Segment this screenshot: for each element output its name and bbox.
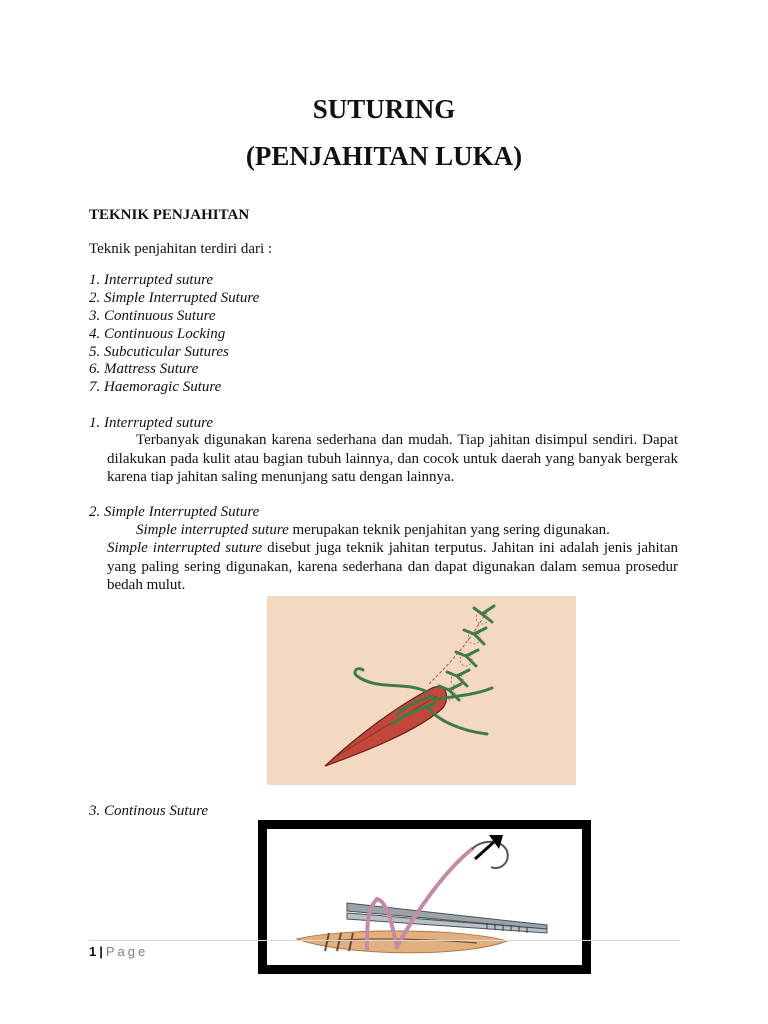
footer-separator: | xyxy=(99,944,103,959)
section-1-heading: 1. Interrupted suture xyxy=(89,415,214,431)
suture-drawing xyxy=(267,596,576,785)
interrupted-suture-illustration xyxy=(267,596,576,785)
section-2-term-2: Simple interrupted suture xyxy=(107,540,263,556)
list-item: 4. Continuous Locking xyxy=(89,326,226,342)
intro-text: Teknik penjahitan terdiri dari : xyxy=(89,241,273,257)
section-2-body-text: disebut juga teknik jahitan terputus. Jahitan ini adalah jenis jahitan yang paling sering digunakan, karena sederhana dan dapat digunakan dalam semua prosedur bedah mulut. xyxy=(107,540,679,593)
section-1-body xyxy=(107,431,678,487)
continuous-suture-drawing xyxy=(267,829,582,965)
continuous-suture-frame xyxy=(267,829,582,965)
page-label: Page xyxy=(105,944,149,959)
list-item: 3. Continuous Suture xyxy=(89,308,216,324)
document-subtitle: (PENJAHITAN LUKA) xyxy=(245,141,523,171)
list-item: 2. Simple Interrupted Suture xyxy=(89,290,260,306)
section-1-text: Terbanyak digunakan karena sederhana dan mudah. Tiap jahitan disimpul sendiri. Dapat dilakukan pada kulit atau bagian tubuh lainnya, dan cocok untuk daerah yang banyak bergerak karena tiap jahitan saling menunjang satu dengan lainnya. xyxy=(107,432,678,485)
section-2-heading: 2. Simple Interrupted Suture xyxy=(89,504,260,520)
section-heading: TEKNIK PENJAHITAN xyxy=(89,207,250,223)
list-item: 1. Interrupted suture xyxy=(89,272,214,288)
document-title: SUTURING xyxy=(312,94,456,124)
section-2-line1 xyxy=(107,521,678,540)
list-item: 6. Mattress Suture xyxy=(89,361,199,377)
continuous-suture-illustration xyxy=(258,820,591,974)
section-2-term: Simple interrupted suture xyxy=(136,522,289,538)
page-number: 1 xyxy=(89,944,97,959)
footer-divider xyxy=(89,940,680,941)
section-2-body xyxy=(107,539,678,595)
list-item: 5. Subcuticular Sutures xyxy=(89,344,229,360)
page-footer xyxy=(89,944,148,960)
section-2-line1-text: merupakan teknik penjahitan yang sering digunakan. xyxy=(288,522,610,538)
section-3-heading: 3. Continous Suture xyxy=(89,803,209,819)
list-item: 7. Haemoragic Suture xyxy=(89,379,222,395)
